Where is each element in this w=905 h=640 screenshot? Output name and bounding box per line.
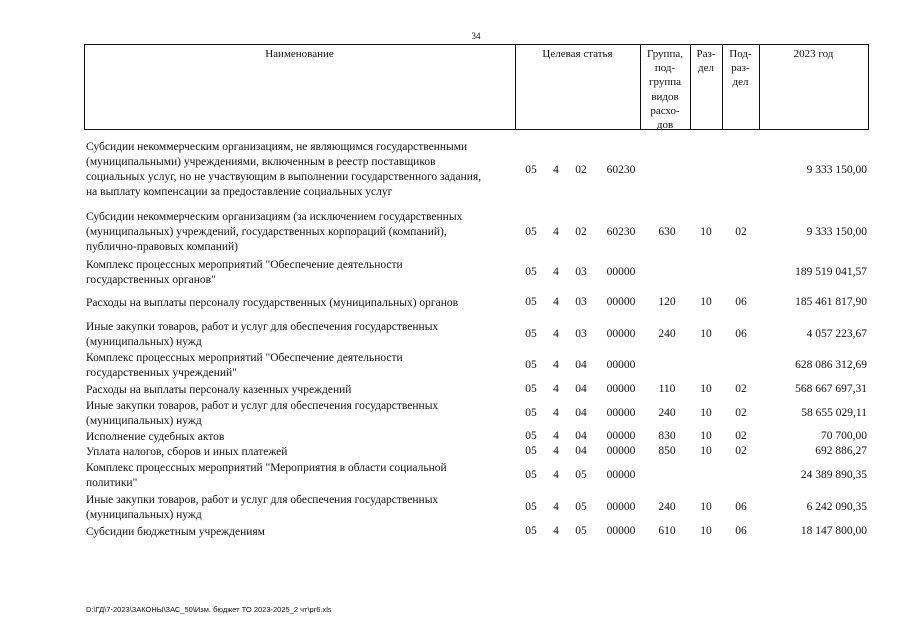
cell-c: 02 xyxy=(575,226,587,238)
cell-d: 00000 xyxy=(606,501,636,513)
cell-b: 4 xyxy=(553,164,559,176)
cell-section: 10 xyxy=(700,430,712,442)
cell-b: 4 xyxy=(553,445,559,457)
header-group-line: расхо- xyxy=(650,104,680,117)
header-bottom-border xyxy=(84,129,869,130)
cell-amount: 185 461 817,90 xyxy=(795,296,867,308)
cell-a: 05 xyxy=(525,296,537,308)
row-name xyxy=(86,430,486,445)
cell-c: 05 xyxy=(575,501,587,513)
file-path-footer: D:\ГД\7-2023\ЗАКОНЫ\ЗАС_50\Изм. бюджет ТО 2023-2025_2 чт\pr6.xls xyxy=(86,605,332,614)
cell-subsection: 02 xyxy=(735,445,747,457)
cell-a: 05 xyxy=(525,359,537,371)
row-name xyxy=(86,399,486,429)
row-name-line: Субсидии некоммерческим организациям, не являющимся государственными xyxy=(86,141,468,153)
cell-section: 10 xyxy=(700,296,712,308)
cell-section: 10 xyxy=(700,525,712,537)
row-name xyxy=(86,445,486,460)
cell-amount: 9 333 150,00 xyxy=(806,226,867,238)
row-name-line: Иные закупки товаров, работ и услуг для обеспечения государственных xyxy=(86,321,439,333)
header-group-line: дов xyxy=(656,119,674,132)
cell-c: 05 xyxy=(575,469,587,481)
cell-amount: 692 886,27 xyxy=(815,445,867,457)
cell-c: 03 xyxy=(575,266,587,278)
header-line-right xyxy=(868,44,869,130)
row-name xyxy=(86,296,486,311)
cell-group: 110 xyxy=(658,383,676,395)
row-name xyxy=(86,493,486,523)
row-name xyxy=(86,461,486,491)
cell-a: 05 xyxy=(525,445,537,457)
cell-d: 00000 xyxy=(606,383,636,395)
cell-amount: 568 667 697,31 xyxy=(795,383,867,395)
cell-a: 05 xyxy=(525,430,537,442)
cell-subsection: 06 xyxy=(735,525,747,537)
cell-b: 4 xyxy=(553,469,559,481)
header-group-line: видов xyxy=(651,90,679,103)
cell-d: 00000 xyxy=(606,445,636,457)
cell-a: 05 xyxy=(525,226,537,238)
cell-group: 850 xyxy=(658,445,676,457)
row-name-line: государственных учреждений" xyxy=(86,367,237,379)
row-name-line: Уплата налогов, сборов и иных платежей xyxy=(86,446,288,458)
cell-subsection: 06 xyxy=(735,296,747,308)
cell-subsection: 06 xyxy=(735,328,747,340)
cell-c: 02 xyxy=(575,164,587,176)
cell-group: 240 xyxy=(658,501,676,513)
cell-group: 240 xyxy=(658,407,676,419)
cell-group: 610 xyxy=(658,525,676,537)
cell-amount: 6 242 090,35 xyxy=(806,501,867,513)
cell-c: 04 xyxy=(575,383,587,395)
header-group xyxy=(640,47,690,132)
cell-c: 03 xyxy=(575,328,587,340)
cell-subsection: 02 xyxy=(735,383,747,395)
cell-b: 4 xyxy=(553,501,559,513)
cell-d: 60230 xyxy=(606,164,636,176)
cell-group: 630 xyxy=(658,226,676,238)
row-name-line: Расходы на выплаты персоналу государственных (муниципальных) органов xyxy=(86,297,459,309)
cell-c: 04 xyxy=(575,445,587,457)
header-section-line: дел xyxy=(698,62,714,75)
cell-subsection: 02 xyxy=(735,430,747,442)
cell-subsection: 02 xyxy=(735,226,747,238)
cell-c: 04 xyxy=(575,430,587,442)
row-name-line: Субсидии некоммерческим организациям (за исключением государственных xyxy=(86,211,463,223)
row-name-line: политики" xyxy=(86,477,138,489)
header-subsection-line: дел xyxy=(732,76,749,89)
row-name-line: Комплекс процессных мероприятий "Мероприятия в области социальной xyxy=(86,462,447,474)
cell-b: 4 xyxy=(553,525,559,537)
cell-section: 10 xyxy=(700,407,712,419)
cell-a: 05 xyxy=(525,164,537,176)
row-name-line: (муниципальными) учреждениями, включенным в реестр поставщиков xyxy=(86,156,436,168)
cell-a: 05 xyxy=(525,501,537,513)
cell-amount: 9 333 150,00 xyxy=(806,164,867,176)
row-name-line: (муниципальных) учреждений, государственных корпораций (компаний), xyxy=(86,226,447,238)
cell-d: 00000 xyxy=(606,469,636,481)
cell-b: 4 xyxy=(553,430,559,442)
cell-group: 120 xyxy=(658,296,676,308)
row-name-line: публично-правовых компаний) xyxy=(86,241,238,253)
cell-subsection: 02 xyxy=(735,407,747,419)
header-subsection-line: Под- xyxy=(729,48,752,60)
cell-d: 00000 xyxy=(606,525,636,537)
cell-c: 03 xyxy=(575,296,587,308)
row-name-line: социальных услуг, но не участвующим в выполнении государственного задания, xyxy=(86,171,482,183)
cell-b: 4 xyxy=(553,359,559,371)
cell-group: 240 xyxy=(658,328,676,340)
cell-b: 4 xyxy=(553,407,559,419)
row-name xyxy=(86,258,486,288)
header-target: Целевая статья xyxy=(542,48,613,60)
cell-amount: 628 086 312,69 xyxy=(795,359,867,371)
cell-a: 05 xyxy=(525,328,537,340)
header-year: 2023 год xyxy=(793,48,834,60)
row-name-line: Иные закупки товаров, работ и услуг для обеспечения государственных xyxy=(86,494,439,506)
row-name-line: Комплекс процессных мероприятий "Обеспечение деятельности xyxy=(86,352,403,364)
header-section xyxy=(690,47,722,75)
row-name-line: государственных органов" xyxy=(86,274,216,286)
cell-d: 00000 xyxy=(606,266,636,278)
row-name-line: Расходы на выплаты персоналу казенных учреждений xyxy=(86,384,352,396)
cell-b: 4 xyxy=(553,296,559,308)
header-section-line: Раз- xyxy=(696,48,716,60)
header-subsection xyxy=(722,47,759,90)
cell-amount: 4 057 223,67 xyxy=(806,328,867,340)
row-name xyxy=(86,351,486,381)
cell-d: 00000 xyxy=(606,407,636,419)
cell-amount: 70 700,00 xyxy=(821,430,867,442)
cell-section: 10 xyxy=(700,328,712,340)
row-name-line: Субсидии бюджетным учреждениям xyxy=(86,526,265,538)
header-group-line: Группа, xyxy=(647,48,683,60)
row-name-line: на выплату компенсации за предоставление социальных услуг xyxy=(86,186,393,198)
cell-d: 00000 xyxy=(606,296,636,308)
cell-b: 4 xyxy=(553,328,559,340)
header-subsection-line: раз- xyxy=(731,62,750,75)
cell-a: 05 xyxy=(525,469,537,481)
header-group-line: под- xyxy=(654,62,676,75)
cell-a: 05 xyxy=(525,266,537,278)
cell-section: 10 xyxy=(700,226,712,238)
row-name-line: (муниципальных) нужд xyxy=(86,415,202,427)
row-name-line: (муниципальных) нужд xyxy=(86,509,202,521)
cell-section: 10 xyxy=(700,501,712,513)
header-group-line: группа xyxy=(648,76,682,89)
row-name xyxy=(86,210,486,255)
cell-d: 00000 xyxy=(606,359,636,371)
cell-b: 4 xyxy=(553,266,559,278)
cell-c: 04 xyxy=(575,359,587,371)
row-name xyxy=(86,525,486,540)
cell-d: 60230 xyxy=(606,226,636,238)
cell-amount: 18 147 800,00 xyxy=(800,525,867,537)
row-name-line: Комплекс процессных мероприятий "Обеспечение деятельности xyxy=(86,259,403,271)
cell-a: 05 xyxy=(525,383,537,395)
cell-d: 00000 xyxy=(606,430,636,442)
cell-b: 4 xyxy=(553,383,559,395)
cell-group: 830 xyxy=(658,430,676,442)
cell-subsection: 06 xyxy=(735,501,747,513)
cell-c: 04 xyxy=(575,407,587,419)
cell-section: 10 xyxy=(700,445,712,457)
row-name xyxy=(86,140,486,200)
row-name xyxy=(86,383,486,398)
row-name-line: Исполнение судебных актов xyxy=(86,431,225,443)
page-number: 34 xyxy=(471,31,481,41)
cell-section: 10 xyxy=(700,383,712,395)
cell-a: 05 xyxy=(525,407,537,419)
row-name-line: (муниципальных) нужд xyxy=(86,336,202,348)
cell-b: 4 xyxy=(553,226,559,238)
cell-amount: 24 389 890,35 xyxy=(800,469,867,481)
cell-c: 05 xyxy=(575,525,587,537)
cell-amount: 58 655 029,11 xyxy=(801,407,867,419)
cell-d: 00000 xyxy=(606,328,636,340)
cell-amount: 189 519 041,57 xyxy=(795,266,867,278)
row-name xyxy=(86,320,486,350)
header-name: Наименование xyxy=(265,48,334,60)
cell-a: 05 xyxy=(525,525,537,537)
row-name-line: Иные закупки товаров, работ и услуг для обеспечения государственных xyxy=(86,400,439,412)
header-top-border xyxy=(84,44,869,45)
